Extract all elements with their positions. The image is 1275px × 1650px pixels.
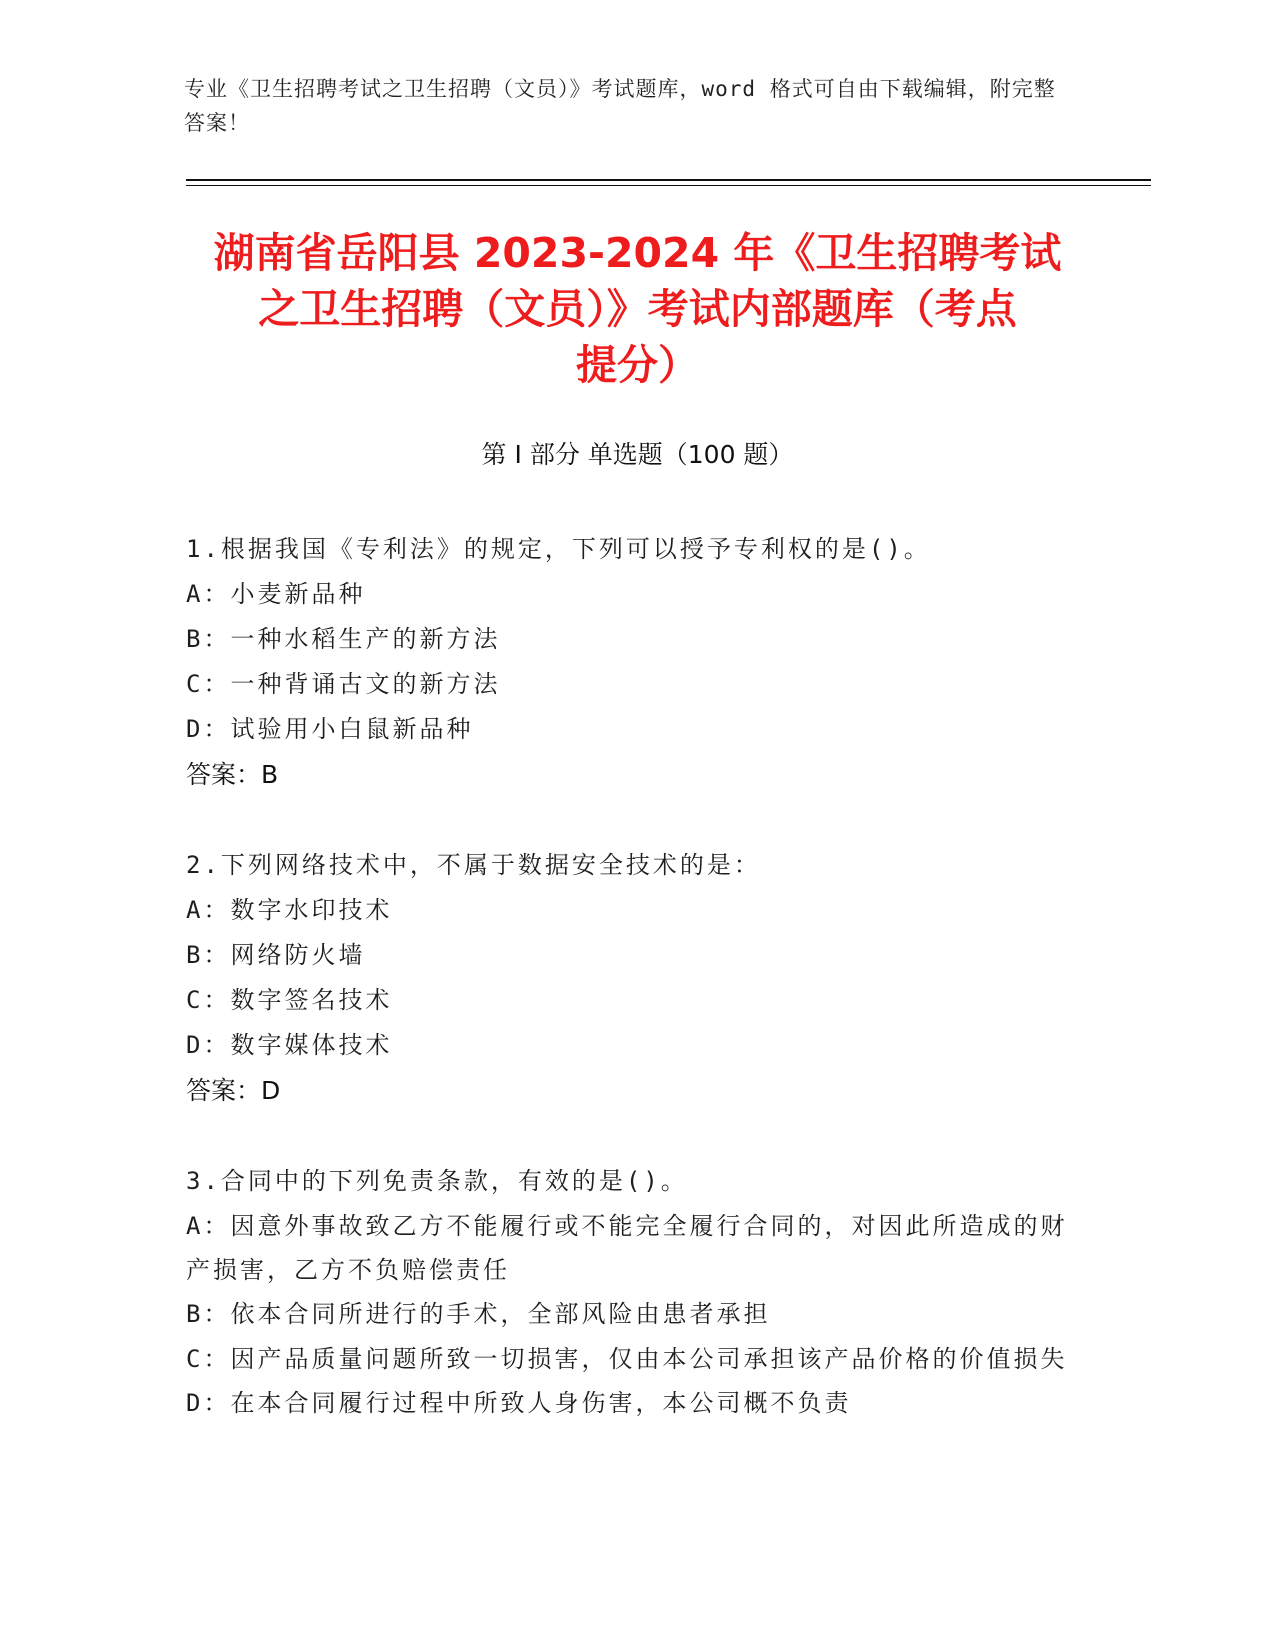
question-1 — [186, 527, 1071, 797]
question-3 — [186, 1159, 1071, 1426]
option-d: D：数字媒体技术 — [186, 1031, 393, 1059]
section-heading: 第 I 部分 单选题（100 题） — [481, 440, 794, 469]
title-line-2: 之卫生招聘（文员）》考试内部题库（考点 — [258, 285, 1017, 333]
option-c: C：一种背诵古文的新方法 — [186, 670, 501, 698]
question-2 — [186, 843, 1071, 1113]
option-d: D：在本合同履行过程中所致人身伤害，本公司概不负责 — [186, 1389, 852, 1417]
answer: 答案：B — [186, 760, 279, 789]
question-stem: 2.下列网络技术中，不属于数据安全技术的是： — [186, 851, 761, 879]
header-rule-thick — [186, 179, 1151, 181]
option-a: A：数字水印技术 — [186, 896, 393, 924]
question-list — [186, 527, 1071, 1472]
option-b: B：一种水稻生产的新方法 — [186, 625, 501, 653]
option-c: C：因产品质量问题所致一切损害，仅由本公司承担该产品价格的价值损失 — [186, 1345, 1068, 1373]
title-line-3: 提分） — [576, 341, 699, 389]
question-stem: 1.根据我国《专利法》的规定，下列可以授予专利权的是()。 — [186, 535, 931, 563]
document-title — [150, 225, 1125, 393]
option-d: D：试验用小白鼠新品种 — [186, 715, 474, 743]
header-rule-thin — [186, 185, 1151, 186]
option-b: B：依本合同所进行的手术，全部风险由患者承担 — [186, 1300, 771, 1328]
question-stem: 3.合同中的下列免责条款，有效的是()。 — [186, 1167, 688, 1195]
option-a: A：小麦新品种 — [186, 580, 366, 608]
option-b: B：网络防火墙 — [186, 941, 366, 969]
option-c: C：数字签名技术 — [186, 986, 393, 1014]
option-a: A：因意外事故致乙方不能履行或不能完全履行合同的，对因此所造成的财产损害，乙方不负赔偿责任 — [186, 1212, 1068, 1284]
title-line-1: 湖南省岳阳县 2023-2024 年《卫生招聘考试 — [213, 229, 1062, 277]
header-note: 专业《卫生招聘考试之卫生招聘（文员）》考试题库，word 格式可自由下载编辑，附完整答案！ — [184, 77, 1056, 135]
answer: 答案：D — [186, 1076, 281, 1105]
